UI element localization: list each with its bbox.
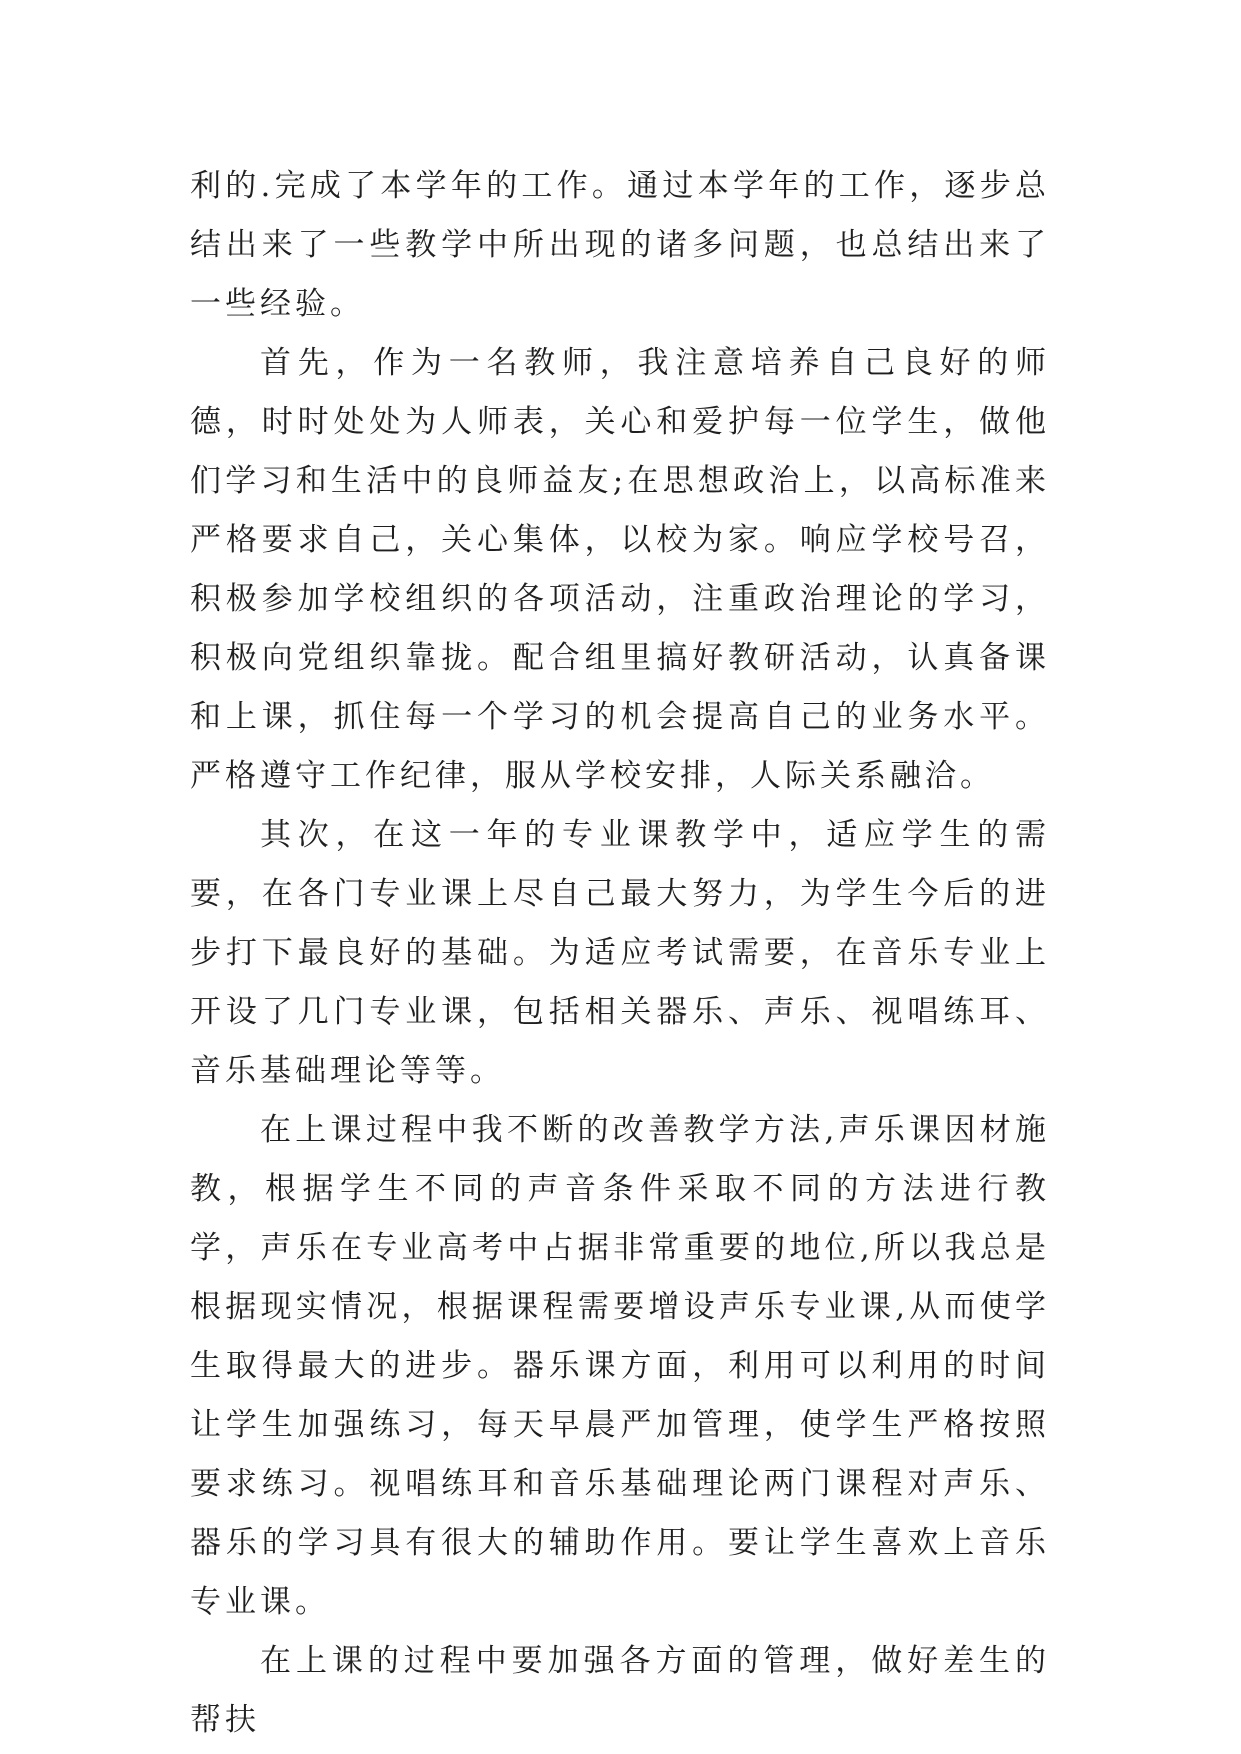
document-body xyxy=(190,157,1050,1750)
paragraph-teacher-ethics: 首先，作为一名教师，我注意培养自己良好的师德，时时处处为人师表，关心和爱护每一位学生，做他们学习和生活中的良师益友;在思想政治上，以高标准来严格要求自己，关心集体，以校为家。响应学校号召，积极参加学校组织的各项活动，注重政治理论的学习，积极向党组织靠拢。配合组里搞好教研活动，认真备课和上课，抓住每一个学习的机会提高自己的业务水平。严格遵守工作纪律，服从学校安排，人际关系融洽。 xyxy=(190,345,1050,794)
paragraph-management: 在上课的过程中要加强各方面的管理，做好差生的帮扶 xyxy=(190,1643,1050,1738)
paragraph-continuation: 利的.完成了本学年的工作。通过本学年的工作，逐步总结出来了一些教学中所出现的诸多问题，也总结出来了一些经验。 xyxy=(190,168,1050,322)
paragraph-professional-courses: 其次，在这一年的专业课教学中，适应学生的需要，在各门专业课上尽自己最大努力，为学生今后的进步打下最良好的基础。为适应考试需要，在音乐专业上开设了几门专业课，包括相关器乐、声乐、视唱练耳、音乐基础理论等等。 xyxy=(190,817,1050,1089)
paragraph-teaching-methods: 在上课过程中我不断的改善教学方法,声乐课因材施教，根据学生不同的声音条件采取不同的方法进行教学，声乐在专业高考中占据非常重要的地位,所以我总是根据现实情况，根据课程需要增设声乐专业课,从而使学生取得最大的进步。器乐课方面，利用可以利用的时间让学生加强练习，每天早晨严加管理，使学生严格按照要求练习。视唱练耳和音乐基础理论两门课程对声乐、器乐的学习具有很大的辅助作用。要让学生喜欢上音乐专业课。 xyxy=(190,1112,1050,1620)
